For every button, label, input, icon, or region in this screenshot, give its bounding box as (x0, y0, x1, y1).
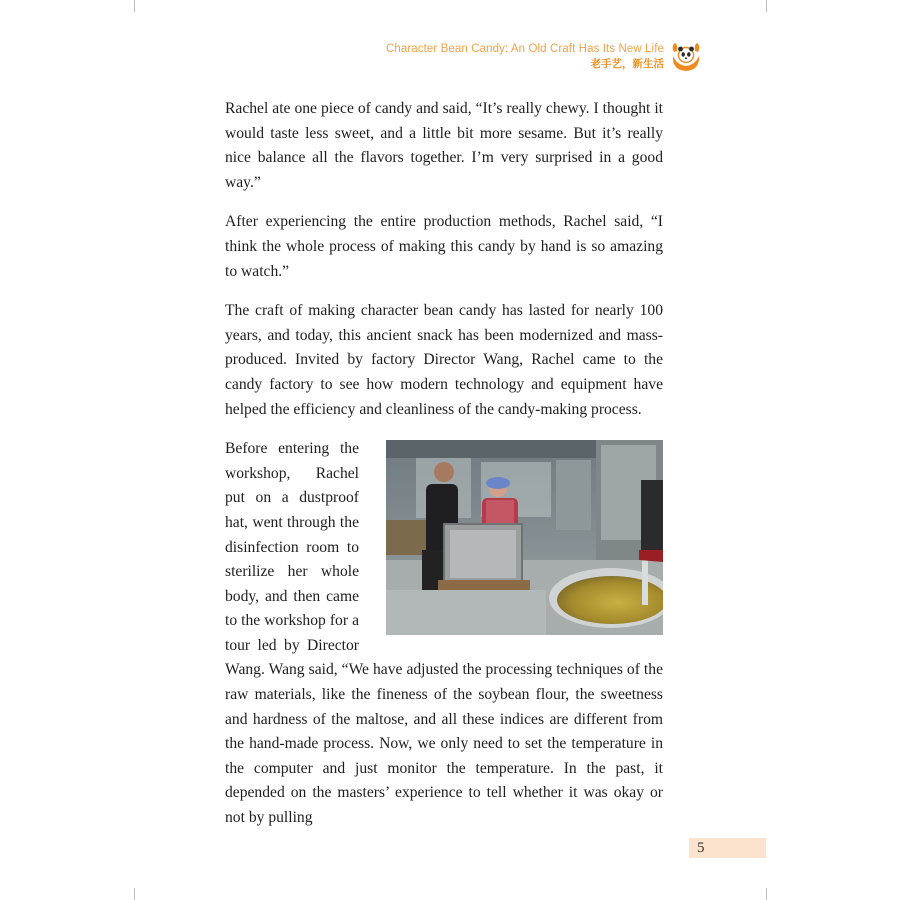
header-title-en: Character Bean Candy: An Old Craft Has Its New Life (385, 43, 664, 55)
header-title-zh: 老手艺，新生活 (590, 58, 664, 70)
running-header (386, 42, 664, 71)
paragraph-3: The craft of making character bean candy has lasted for nearly 100 years, and today, this ancient snack has been modernized and mass-produced. Invited by factory Director Wang, Rachel came to the candy factory to see how modern technology and equipment have helped the efficiency and cleanliness of the candy-making process. (225, 302, 663, 418)
paragraph-1: Rachel ate one piece of candy and said, “It’s really chewy. I thought it would taste less sweet, and a little bit more sesame. But it’s really nice balance all the flavors together. I’m very surprised in a good way.” (225, 100, 663, 191)
factory-workshop-photo (386, 440, 663, 635)
page-number: 5 (697, 840, 705, 856)
article-body (225, 97, 663, 846)
crop-mark-top-left (134, 0, 135, 12)
paragraph-2: After experiencing the entire production methods, Rachel said, “I think the whole process of making this candy by hand is so amazing to watch.” (225, 213, 663, 280)
page-number-tab (689, 838, 766, 858)
paragraph-4: Before entering the workshop, Rachel put on a dustproof hat, went through the disinfection room to sterilize her whole body, and then came to the workshop for a tour led by Director Wang. Wang said, “We have adjusted the processing techniques of the raw materials, like the fineness of the soybean flour, the sweetness and hardness of the maltose, and all these indices are different from the hand-made process. Now, we only need to set the temperature in the computer and just monitor the temperature. In the past, it depended on the masters’ experience to tell whether it was okay or not by pulling (225, 440, 663, 827)
crop-mark-bottom-right (766, 888, 767, 900)
panda-hands-logo-icon (669, 40, 703, 74)
crop-mark-bottom-left (134, 888, 135, 900)
crop-mark-top-right (766, 0, 767, 12)
